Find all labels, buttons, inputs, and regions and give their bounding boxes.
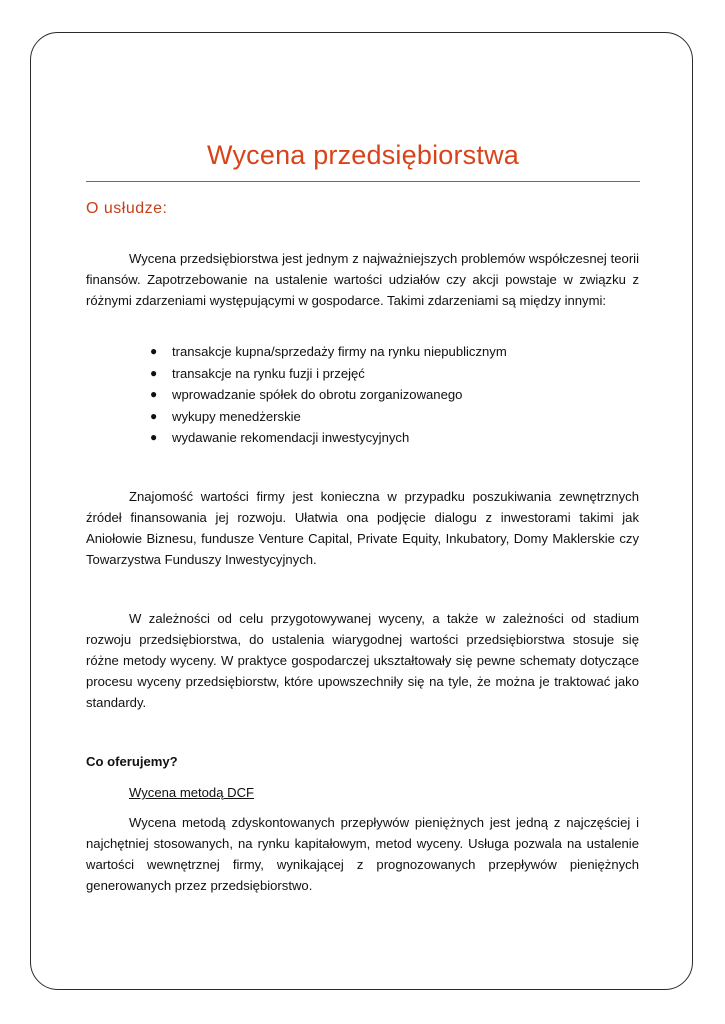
list-item-text: wydawanie rekomendacji inwestycyjnych bbox=[172, 430, 410, 445]
title-divider bbox=[86, 181, 640, 182]
financing-paragraph: Znajomość wartości firmy jest konieczna w przypadku poszukiwania zewnętrznych źródeł finansowania jej rozwoju. Ułatwia ona podjęcie dialogu z inwestorami takimi jak Aniołowie Biznesu, fundusze Venture Capital, Private Equity, Inkubatory, Domy Maklerskie czy Towarzystwa Funduszy Inwestycyjnych. bbox=[86, 489, 639, 567]
bullet-dot-icon: ● bbox=[150, 365, 158, 380]
section-subtitle: O usłudze: bbox=[86, 200, 168, 217]
intro-paragraph: Wycena przedsiębiorstwa jest jednym z najważniejszych problemów współczesnej teorii finansów. Zapotrzebowanie na ustalenie wartości udziałów czy akcji powstaje w związku z różnymi zdarzeniami występującymi w gospodarce. Takimi zdarzeniami są między innymi: bbox=[86, 251, 639, 308]
dcf-heading: Wycena metodą DCF bbox=[129, 785, 255, 800]
events-list bbox=[148, 341, 507, 449]
list-item bbox=[148, 384, 507, 406]
dcf-paragraph: Wycena metodą zdyskontowanych przepływów pieniężnych jest jedną z najczęściej i najchętniej stosowanych, na rynku kapitałowym, metod wyceny. Usługa pozwala na ustalenie wartości wewnętrznej firmy, wynikającej z prognozowanych przepływów pieniężnych generowanych przez przedsiębiorstwo. bbox=[86, 815, 639, 893]
list-item bbox=[148, 341, 507, 363]
list-item-text: wprowadzanie spółek do obrotu zorganizowanego bbox=[172, 387, 463, 402]
offer-heading: Co oferujemy? bbox=[86, 754, 178, 769]
bullet-dot-icon: ● bbox=[150, 430, 158, 444]
bullet-dot-icon: ● bbox=[150, 344, 158, 358]
list-item-text: wykupy menedżerskie bbox=[172, 408, 301, 424]
list-item bbox=[148, 427, 507, 449]
list-item-text: transakcje kupna/sprzedaży firmy na rynku niepublicznym bbox=[172, 344, 507, 359]
page-title: Wycena przedsiębiorstwa bbox=[207, 140, 519, 170]
bullet-dot-icon: ● bbox=[150, 387, 158, 401]
bullet-dot-icon: ● bbox=[150, 408, 158, 423]
methods-paragraph: W zależności od celu przygotowywanej wyceny, a także w zależności od stadium rozwoju przedsiębiorstwa, do ustalenia wiarygodnej wartości przedsiębiorstwa stosuje się różne metody wyceny. W praktyce gospodarczej ukształtowały się pewne schematy dotyczące procesu wyceny przedsiębiorstw, które upowszechniły się na tyle, że można je traktować jako standardy. bbox=[86, 611, 639, 710]
list-item bbox=[148, 406, 507, 428]
list-item-text: transakcje na rynku fuzji i przejęć bbox=[172, 365, 365, 381]
list-item bbox=[148, 363, 507, 385]
